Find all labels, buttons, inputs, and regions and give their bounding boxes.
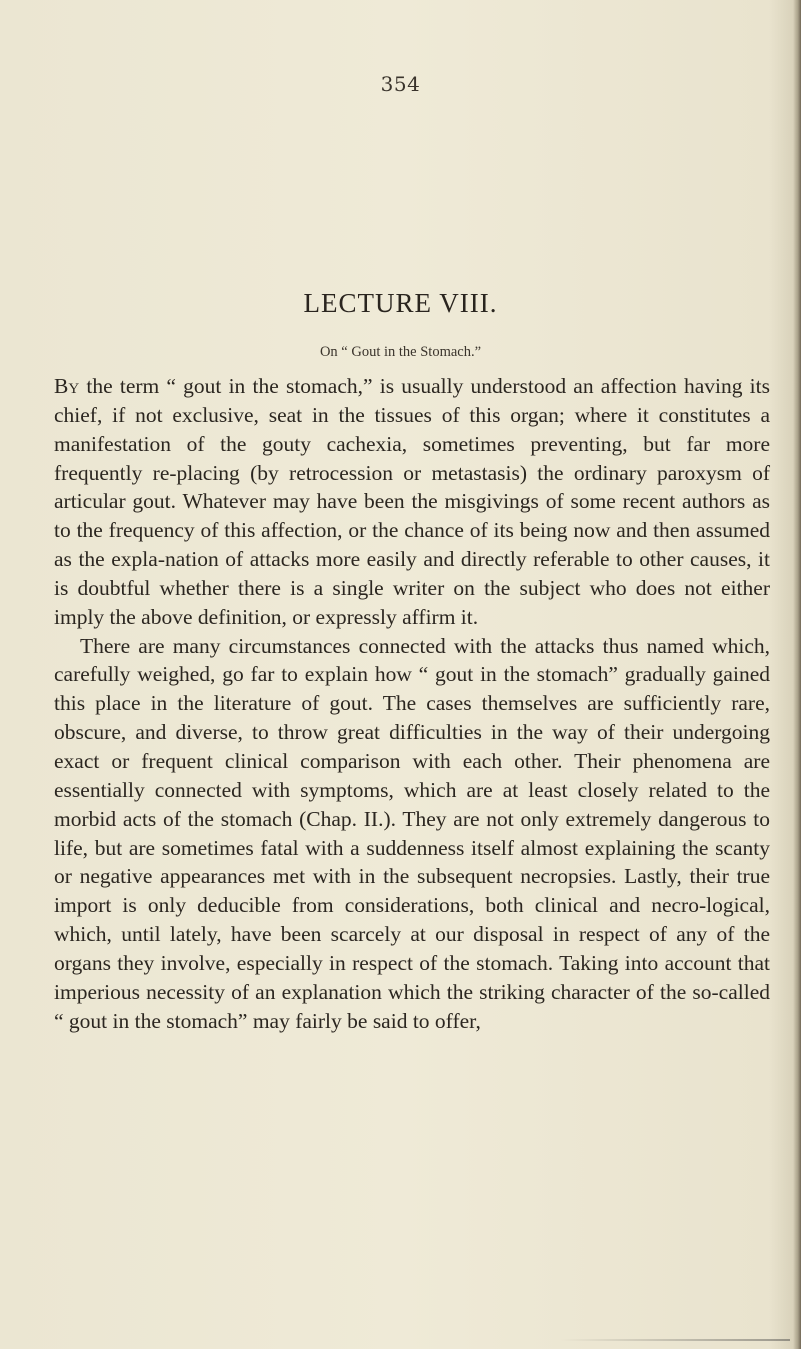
lecture-heading: LECTURE VIII.: [303, 288, 498, 318]
paragraph-1-text: the term “ gout in the stomach,” is usually understood an affection having its chief, if not exclusive, seat in the tissues of this organ; where it constitutes a manifestation of the gouty cachexia, sometimes preventing, but far more frequently re-placing (by retrocession or metastasis) the ordinary paroxysm of articular gout. Whatever may have been the misgivings of some recent authors as to the frequency of this affection, or the chance of its being now and then assumed as the expla-nation of attacks more easily and directly referable to other causes, it is doubtful whether there is a single writer on the subject who does not either imply the above definition, or expressly affirm it.: [54, 374, 770, 629]
scan-artifact-line: [560, 1339, 790, 1341]
paragraph-2: There are many circumstances connected with the attacks thus named which, carefully weighed, go far to explain how “ gout in the stomach” gradually gained this place in the literature of gout. The cases themselves are sufficiently rare, obscure, and diverse, to throw great difficulties in the way of their undergoing exact or frequent clinical comparison with each other. Their phenomena are essentially connected with symptoms, which are at least closely related to the morbid acts of the stomach (Chap. II.). They are not only extremely dangerous to life, but are sometimes fatal with a suddenness itself almost explaining the scanty or negative appearances met with in the subsequent necropsies. Lastly, their true import is only deducible from considerations, both clinical and necro-logical, which, until lately, have been scarcely at our disposal in respect of any of the organs they involve, especially in respect of the stomach. Taking into account that imperious necessity of an explanation which the striking character of the so-called “ gout in the stomach” may fairly be said to offer,: [54, 633, 770, 1033]
lecture-subheading: On “ Gout in the Stomach.”: [319, 344, 482, 360]
paragraph-1-lead-word: By: [54, 374, 80, 398]
page-edge-shadow: [793, 0, 801, 1349]
page-number: 354: [380, 72, 421, 96]
body-text: [54, 372, 770, 1035]
paragraph-1: [54, 372, 770, 632]
